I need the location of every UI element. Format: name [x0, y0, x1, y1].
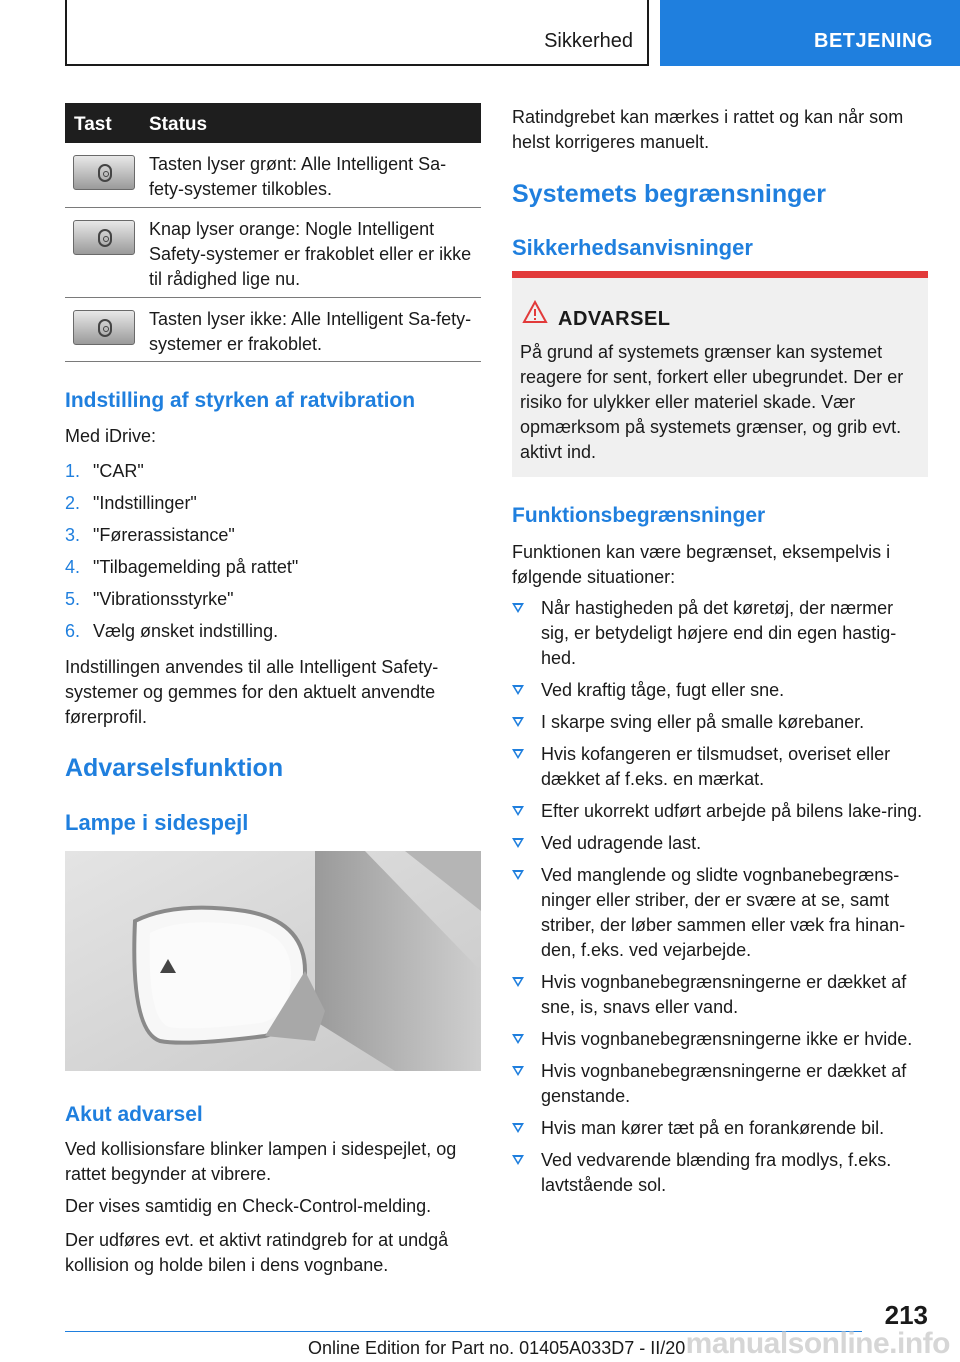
warning-title: ADVARSEL	[558, 308, 671, 330]
list-item: Hvis vognbanebegrænsningerne er dækket af genstande.	[512, 1059, 924, 1109]
list-item: Hvis vognbanebegrænsningerne ikke er hvide.	[512, 1027, 924, 1052]
bullet-triangle-icon	[512, 1123, 524, 1133]
paragraph-acute-2: Der vises samtidig en Check-Control-melding.	[65, 1196, 432, 1216]
list-item: Hvis kofangeren er tilsmudset, overiset eller dækket af f.eks. en mærkat.	[512, 742, 924, 792]
header-section-box	[65, 0, 649, 66]
side-mirror-illustration	[65, 851, 481, 1071]
list-item: 2. "Indstillinger"	[65, 493, 197, 513]
bullet-triangle-icon	[512, 685, 524, 695]
footer-edition: Online Edition for Part no. 01405A033D7 - II/20	[308, 1338, 686, 1358]
paragraph-applies: Indstillingen anvendes til alle Intelligent Safety-systemer og gemmes for den aktuelt anvendte førerprofil.	[65, 657, 439, 727]
bullet-triangle-icon	[512, 870, 524, 880]
limitations-list	[512, 596, 928, 1205]
heading-mirror-lamp: Lampe i sidespejl	[65, 810, 249, 835]
heading-function-limits: Funktionsbegrænsninger	[512, 504, 766, 527]
bullet-triangle-icon	[512, 838, 524, 848]
list-item: 6. Vælg ønsket indstilling.	[65, 621, 279, 641]
page-number: 213	[884, 1300, 928, 1330]
heading-system-limits: Systemets begrænsninger	[512, 180, 826, 208]
section-title: Sikkerhed	[544, 30, 633, 52]
heading-acute-warning: Akut advarsel	[65, 1103, 203, 1126]
watermark: manualsonline.info	[685, 1327, 950, 1360]
paragraph-function-intro: Funktionen kan være begrænset, eksempelvis i følgende situationer:	[512, 542, 891, 587]
list-item: Ved kraftig tåge, fugt eller sne.	[512, 678, 924, 703]
list-item: 5. "Vibrationsstyrke"	[65, 589, 234, 609]
list-item: Når hastigheden på det køretøj, der nærmer sig, er betydeligt højere end din egen hastig-hed.	[512, 596, 924, 671]
table-header-status: Status	[149, 114, 208, 135]
safety-button-icon	[73, 155, 135, 190]
safety-button-icon	[73, 310, 135, 345]
bullet-triangle-icon	[512, 1066, 524, 1076]
list-item: Efter ukorrekt udført arbejde på bilens lake-ring.	[512, 799, 924, 824]
list-item: Hvis vognbanebegrænsningerne er dækket af sne, is, snavs eller vand.	[512, 970, 924, 1020]
steps-list	[65, 459, 481, 651]
status-table	[65, 103, 481, 362]
list-item: Ved manglende og slidte vognbanebegræns-ninger eller striber, der er svære at se, samt striber, der løber sammen eller væk fra hinan-den, f.eks. ved vejarbejde.	[512, 863, 924, 963]
table-row	[65, 143, 481, 208]
table-header	[65, 103, 481, 143]
header-chapter-tab	[660, 0, 960, 66]
chapter-title: BETJENING	[814, 30, 933, 52]
paragraph-intro: Med iDrive:	[65, 426, 157, 446]
table-row	[65, 208, 481, 298]
list-item: 1. "CAR"	[65, 461, 144, 481]
table-row-status: Knap lyser orange: Nogle Intelligent Safety-systemer er frakoblet eller er ikke til rådighed lige nu.	[149, 219, 472, 289]
bullet-triangle-icon	[512, 717, 524, 727]
bullet-triangle-icon	[512, 1155, 524, 1165]
list-item: 4. "Tilbagemelding på rattet"	[65, 557, 299, 577]
heading-warning-function: Advarselsfunktion	[65, 754, 284, 782]
table-row-status: Tasten lyser ikke: Alle Intelligent Sa-fety-systemer er frakoblet.	[149, 309, 472, 354]
list-item: 3. "Førerassistance"	[65, 525, 235, 545]
safety-button-icon	[73, 220, 135, 255]
bullet-triangle-icon	[512, 977, 524, 987]
bullet-triangle-icon	[512, 806, 524, 816]
table-header-key: Tast	[74, 114, 112, 135]
list-item: Hvis man kører tæt på en forankørende bil.	[512, 1116, 924, 1141]
list-item: Ved vedvarende blænding fra modlys, f.eks. lavtstående sol.	[512, 1148, 924, 1198]
paragraph-intervention: Ratindgrebet kan mærkes i rattet og kan når som helst korrigeres manuelt.	[512, 107, 904, 152]
paragraph-acute-1: Ved kollisionsfare blinker lampen i sidespejlet, og rattet begynder at vibrere.	[65, 1139, 457, 1184]
table-row	[65, 298, 481, 362]
table-row-status: Tasten lyser grønt: Alle Intelligent Sa-fety-systemer tilkobles.	[149, 154, 447, 199]
warning-triangle-icon	[522, 300, 548, 324]
warning-text: På grund af systemets grænser kan systemet reagere for sent, forkert eller ubegrundet. Der er risiko for ulykker eller materiel skade. Vær opmærksom på systemets grænser, og grib evt. aktivt ind.	[520, 342, 904, 462]
list-item: Ved udragende last.	[512, 831, 924, 856]
heading-safety-notes: Sikkerhedsanvisninger	[512, 235, 753, 260]
heading-vibration: Indstilling af styrken af ratvibration	[65, 389, 416, 412]
bullet-triangle-icon	[512, 1034, 524, 1044]
bullet-triangle-icon	[512, 749, 524, 759]
list-item: I skarpe sving eller på smalle kørebaner.	[512, 710, 924, 735]
paragraph-acute-3: Der udføres evt. et aktivt ratindgreb for at undgå kollision og holde bilen i dens vognbane.	[65, 1230, 449, 1275]
bullet-triangle-icon	[512, 603, 524, 613]
warning-box	[512, 271, 928, 477]
